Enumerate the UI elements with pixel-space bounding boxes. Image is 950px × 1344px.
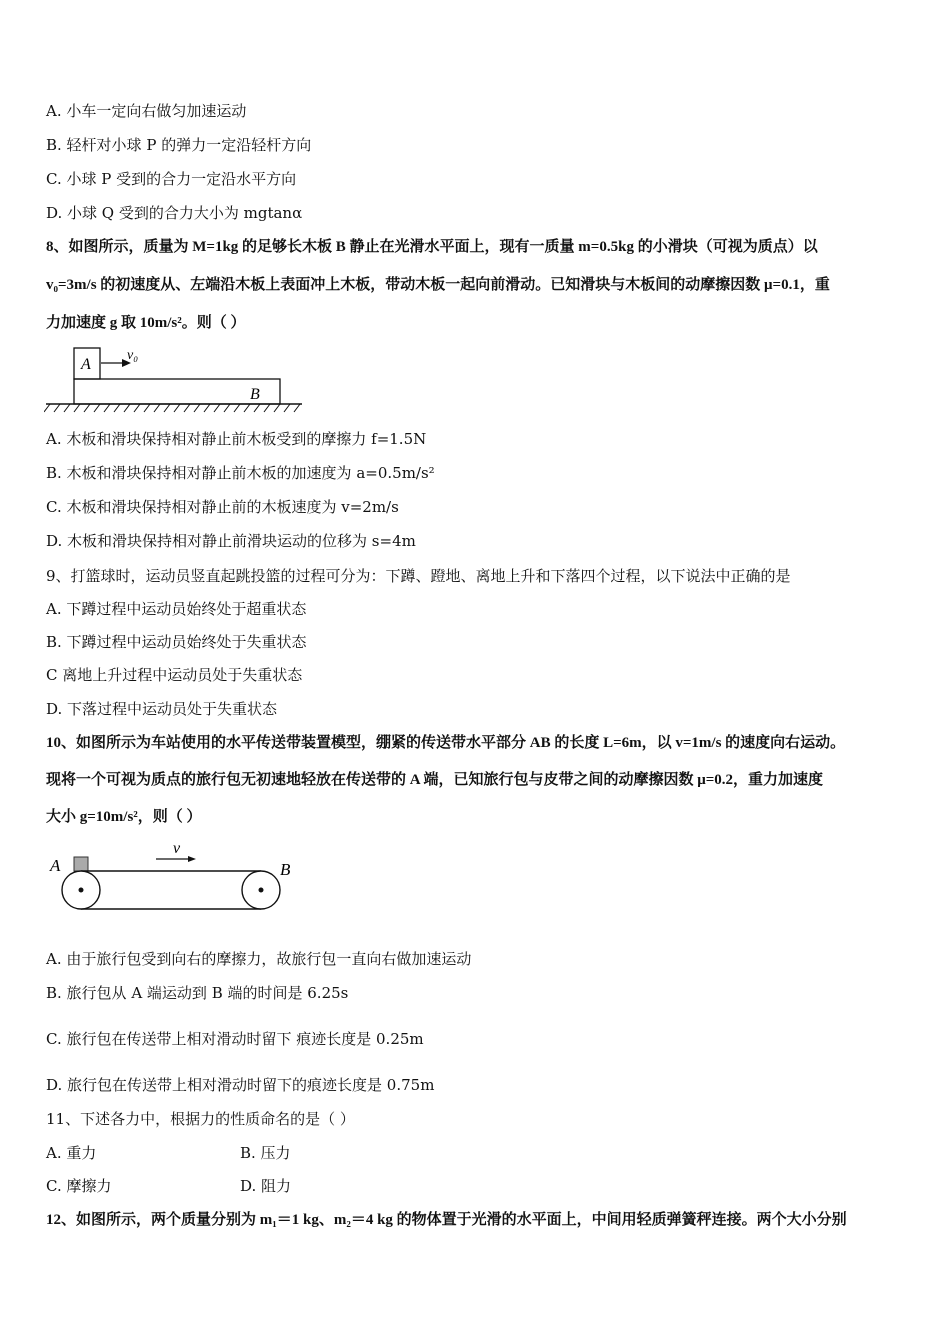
left-pulley-axle — [79, 888, 84, 893]
conveyor-a-label: A — [50, 856, 61, 875]
conveyor-velocity-label: v — [173, 840, 181, 857]
q8-block-board-figure — [44, 342, 306, 418]
q10-conveyor-belt-figure — [46, 838, 302, 918]
q10-stem-line-1: 10、如图所示为车站使用的水平传送带装置模型，绷紧的传送带水平部分 AB 的长度 L=6m，以 v=1m/s 的速度向右运动。 — [46, 735, 846, 751]
q7-option-c: C. 小球 P 受到的合力一定沿水平方向 — [46, 170, 297, 188]
q11-option-a: A. 重力 — [46, 1144, 97, 1162]
q7-option-b: B. 轻杆对小球 P 的弹力一定沿轻杆方向 — [46, 136, 312, 154]
right-pulley-axle — [259, 888, 264, 893]
q11-option-b: B. 压力 — [240, 1144, 291, 1162]
q11-stem: 11、下述各力中，根据力的性质命名的是（ ） — [46, 1110, 355, 1128]
board-b-label: B — [250, 386, 260, 403]
q9-option-b: B. 下蹲过程中运动员始终处于失重状态 — [46, 633, 307, 651]
q10-option-c: C. 旅行包在传送带上相对滑动时留下 痕迹长度是 0.25m — [46, 1030, 424, 1048]
q8-option-a: A. 木板和滑块保持相对静止前木板受到的摩擦力 f=1.5N — [46, 430, 427, 448]
q8-stem-line-2: v₀=3m/s 的初速度从、左端沿木板上表面冲上木板，带动木板一起向前滑动。已知滑块与木板间的动摩擦因数 μ=0.1，重 — [46, 277, 830, 293]
q8-stem-line-1: 8、如图所示，质量为 M=1kg 的足够长木板 B 静止在光滑水平面上，现有一质量 m=0.5kg 的小滑块（可视为质点）以 — [46, 239, 818, 255]
q10-option-d: D. 旅行包在传送带上相对滑动时留下的痕迹长度是 0.75m — [46, 1076, 435, 1094]
q9-stem: 9、打篮球时，运动员竖直起跳投篮的过程可分为：下蹲、蹬地、离地上升和下落四个过程，以下说法中正确的是 — [46, 567, 791, 585]
q8-option-c: C. 木板和滑块保持相对静止前的木板速度为 v=2m/s — [46, 498, 399, 516]
velocity-label: v₀ — [127, 348, 139, 363]
q12-stem: 12、如图所示，两个质量分别为 m₁＝1 kg、m₂＝4 kg 的物体置于光滑的水平面上，中间用轻质弹簧秤连接。两个大小分别 — [46, 1212, 847, 1228]
q9-option-d: D. 下落过程中运动员处于失重状态 — [46, 700, 278, 718]
q7-option-d: D. 小球 Q 受到的合力大小为 mgtanα — [46, 204, 303, 222]
q9-option-c: C 离地上升过程中运动员处于失重状态 — [46, 666, 303, 684]
q8-stem-line-3: 力加速度 g 取 10m/s²。则（ ） — [46, 315, 246, 331]
conveyor-b-label: B — [280, 860, 291, 879]
conveyor-velocity-arrowhead — [188, 856, 196, 862]
q10-stem-line-3: 大小 g=10m/s²，则（ ） — [46, 809, 202, 825]
block-a-label: A — [81, 356, 91, 373]
q8-option-b: B. 木板和滑块保持相对静止前木板的加速度为 a=0.5m/s² — [46, 464, 435, 482]
q10-stem-line-2: 现将一个可视为质点的旅行包无初速地轻放在传送带的 A 端，已知旅行包与皮带之间的动摩擦因数 μ=0.2，重力加速度 — [46, 772, 824, 788]
q11-option-c: C. 摩擦力 — [46, 1177, 112, 1195]
q11-option-d: D. 阻力 — [240, 1177, 292, 1195]
q10-option-a: A. 由于旅行包受到向右的摩擦力，故旅行包一直向右做加速运动 — [46, 950, 472, 968]
travel-bag — [74, 857, 88, 871]
ground-hatching — [44, 404, 300, 412]
q10-option-b: B. 旅行包从 A 端运动到 B 端的时间是 6.25s — [46, 984, 349, 1002]
q8-option-d: D. 木板和滑块保持相对静止前滑块运动的位移为 s=4m — [46, 532, 416, 550]
q9-option-a: A. 下蹲过程中运动员始终处于超重状态 — [46, 600, 307, 618]
q7-option-a: A. 小车一定向右做匀加速运动 — [46, 102, 247, 120]
